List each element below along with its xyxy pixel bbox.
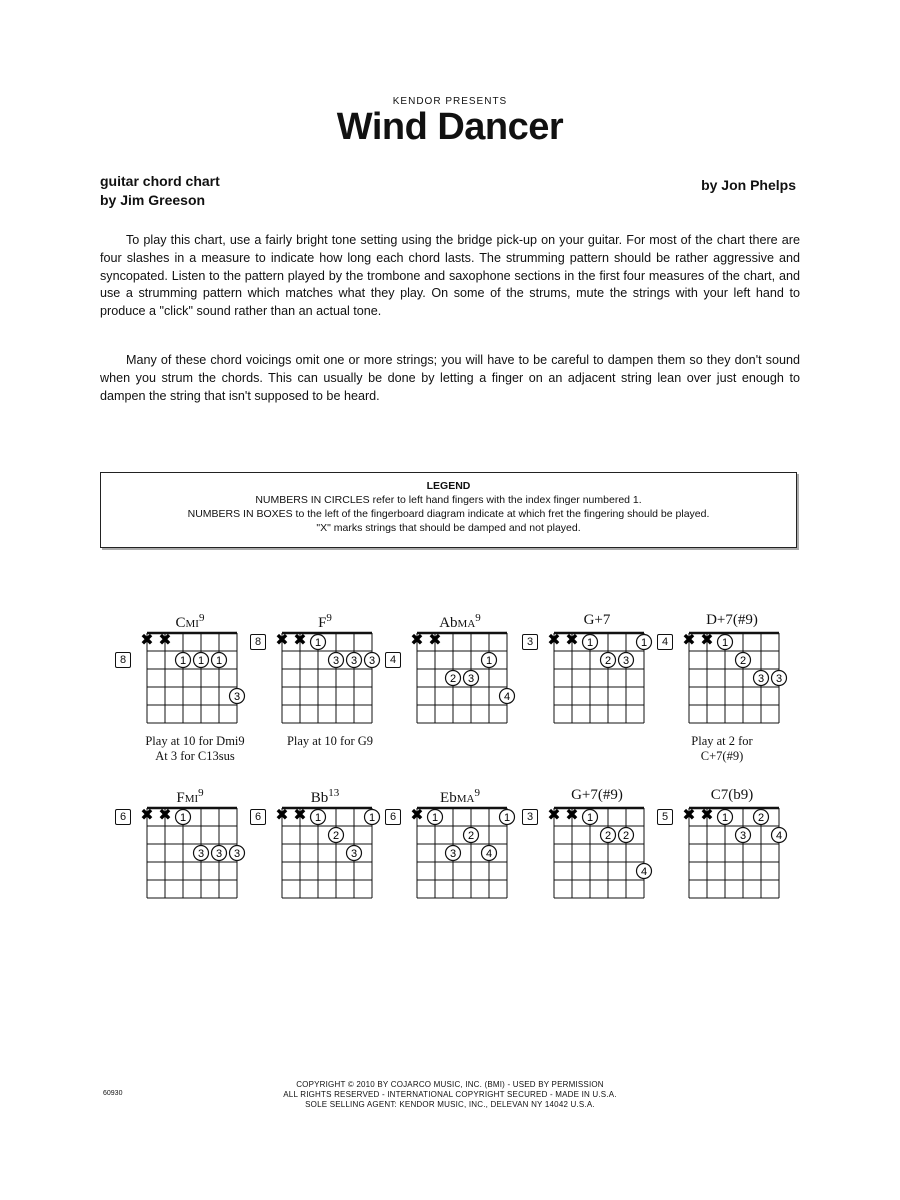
finger-number: 3 bbox=[739, 830, 747, 842]
legend-line-3: "X" marks strings that should be damped and not played. bbox=[316, 522, 581, 534]
finger-number: 4 bbox=[775, 830, 783, 842]
fret-number-box: 4 bbox=[385, 652, 401, 668]
finger-dot bbox=[637, 864, 652, 879]
finger-dot bbox=[329, 653, 344, 668]
finger-dot bbox=[230, 689, 245, 704]
chord-root: G+7 bbox=[583, 612, 611, 628]
legend-title: LEGEND bbox=[426, 480, 471, 492]
finger-dot bbox=[482, 653, 497, 668]
arranger-credit bbox=[100, 172, 220, 210]
chord-note-line: C+7(#9) bbox=[700, 749, 744, 763]
chord-root: F bbox=[176, 790, 185, 806]
finger-dot bbox=[464, 828, 479, 843]
chord-note bbox=[652, 734, 792, 764]
muted-string-x-icon: ✖ bbox=[158, 805, 172, 824]
muted-string-x-icon: ✖ bbox=[158, 630, 172, 649]
finger-dot bbox=[754, 810, 769, 825]
copyright-footer bbox=[0, 1080, 900, 1110]
finger-number: 3 bbox=[449, 848, 457, 860]
finger-number: 3 bbox=[332, 655, 340, 667]
finger-number: 1 bbox=[179, 812, 187, 824]
muted-string-x-icon: ✖ bbox=[410, 630, 424, 649]
fretboard-grid bbox=[682, 805, 787, 907]
finger-number: 2 bbox=[449, 673, 457, 685]
chord-name bbox=[552, 787, 642, 804]
finger-dot bbox=[194, 846, 209, 861]
finger-dot bbox=[772, 671, 787, 686]
chord-extension: 9 bbox=[198, 612, 205, 624]
finger-dot bbox=[601, 653, 616, 668]
fretboard-grid bbox=[547, 630, 652, 732]
chord-root: Ab bbox=[439, 615, 458, 631]
muted-string-x-icon: ✖ bbox=[275, 805, 289, 824]
finger-number: 1 bbox=[314, 812, 322, 824]
finger-dot bbox=[718, 810, 733, 825]
finger-number: 2 bbox=[757, 812, 765, 824]
muted-string-x-icon: ✖ bbox=[293, 805, 307, 824]
chord-quality: MA bbox=[457, 618, 476, 630]
finger-number: 1 bbox=[431, 812, 439, 824]
finger-number: 1 bbox=[503, 812, 511, 824]
finger-number: 1 bbox=[485, 655, 493, 667]
finger-dot bbox=[311, 810, 326, 825]
chord-note bbox=[260, 734, 400, 749]
muted-string-x-icon: ✖ bbox=[140, 805, 154, 824]
chord-extension: 9 bbox=[198, 787, 204, 799]
finger-dot bbox=[446, 846, 461, 861]
fretboard-grid bbox=[410, 630, 515, 732]
chord-extension: 9 bbox=[326, 612, 332, 624]
finger-number: 2 bbox=[604, 655, 612, 667]
chord-name bbox=[280, 787, 370, 807]
finger-dot bbox=[176, 653, 191, 668]
finger-number: 2 bbox=[739, 655, 747, 667]
legend-box bbox=[100, 472, 797, 548]
finger-number: 1 bbox=[640, 637, 648, 649]
fret-number-box: 8 bbox=[250, 634, 266, 650]
chord-quality: MA bbox=[456, 793, 475, 805]
footer-line-2: ALL RIGHTS RESERVED - INTERNATIONAL COPYRIGHT SECURED - MADE IN U.S.A. bbox=[283, 1090, 617, 1099]
legend-line-1: NUMBERS IN CIRCLES refer to left hand fingers with the index finger numbered 1. bbox=[255, 494, 642, 506]
muted-string-x-icon: ✖ bbox=[682, 630, 696, 649]
finger-dot bbox=[347, 653, 362, 668]
footer-line-1: COPYRIGHT © 2010 BY COJARCO MUSIC, INC. (BMI) - USED BY PERMISSION bbox=[296, 1080, 604, 1089]
finger-dot bbox=[754, 671, 769, 686]
finger-number: 3 bbox=[350, 655, 358, 667]
finger-dot bbox=[619, 653, 634, 668]
fret-number-box: 3 bbox=[522, 809, 538, 825]
finger-number: 1 bbox=[179, 655, 187, 667]
finger-number: 3 bbox=[197, 848, 205, 860]
page-title: Wind Dancer bbox=[336, 106, 564, 148]
chord-root: F bbox=[318, 615, 327, 631]
finger-number: 3 bbox=[215, 848, 223, 860]
fretboard-grid bbox=[140, 805, 245, 907]
muted-string-x-icon: ✖ bbox=[293, 630, 307, 649]
finger-dot bbox=[194, 653, 209, 668]
chord-root: C7(b9) bbox=[710, 787, 754, 803]
chord-extension: 13 bbox=[328, 787, 340, 799]
muted-string-x-icon: ✖ bbox=[140, 630, 154, 649]
fret-number-box: 6 bbox=[115, 809, 131, 825]
finger-dot bbox=[718, 635, 733, 650]
finger-dot bbox=[365, 810, 380, 825]
presents-line: KENDOR PRESENTS bbox=[392, 96, 508, 107]
finger-number: 3 bbox=[775, 673, 783, 685]
chord-extension: 9 bbox=[474, 787, 480, 799]
credit-line-2: by Jim Greeson bbox=[100, 192, 206, 208]
finger-number: 2 bbox=[467, 830, 475, 842]
chord-root: D+7(#9) bbox=[706, 612, 758, 628]
finger-number: 4 bbox=[503, 691, 511, 703]
finger-dot bbox=[619, 828, 634, 843]
finger-dot bbox=[772, 828, 787, 843]
chord-note-line: Play at 10 for Dmi9 bbox=[145, 734, 245, 748]
fret-number-box: 3 bbox=[522, 634, 538, 650]
finger-number: 1 bbox=[314, 637, 322, 649]
fretboard-grid bbox=[410, 805, 515, 907]
finger-dot bbox=[230, 846, 245, 861]
chord-name bbox=[145, 612, 235, 632]
finger-number: 2 bbox=[604, 830, 612, 842]
chord-name bbox=[552, 612, 642, 629]
chord-extension: 9 bbox=[475, 612, 481, 624]
fretboard-grid bbox=[547, 805, 652, 907]
fretboard-grid bbox=[140, 630, 245, 732]
finger-number: 4 bbox=[640, 866, 648, 878]
finger-dot bbox=[637, 635, 652, 650]
chord-quality: MI bbox=[184, 793, 199, 805]
finger-dot bbox=[428, 810, 443, 825]
finger-number: 2 bbox=[622, 830, 630, 842]
finger-number: 1 bbox=[215, 655, 223, 667]
legend-line-2: NUMBERS IN BOXES to the left of the fingerboard diagram indicate at which fret the fingering should be played. bbox=[187, 508, 710, 520]
finger-number: 3 bbox=[368, 655, 376, 667]
fret-number-box: 5 bbox=[657, 809, 673, 825]
finger-dot bbox=[464, 671, 479, 686]
fret-number-box: 4 bbox=[657, 634, 673, 650]
finger-dot bbox=[736, 653, 751, 668]
muted-string-x-icon: ✖ bbox=[565, 805, 579, 824]
intro-paragraph-1: To play this chart, use a fairly bright tone setting using the bridge pick-up on your guitar. For most of the chart there are four slashes in a measure to indicate how long each chord lasts. The strumming pattern should be rather aggressive and syncopated. Listen to the pattern played by the trombone and saxophone sections in the first four measures of the chart, and use a strumming pattern which matches what they play. On some of the strums, mute the strings with your left hand to produce a "click" sound rather than an actual tone. bbox=[100, 233, 800, 319]
chord-note bbox=[125, 734, 265, 764]
chord-quality: MI bbox=[185, 618, 199, 630]
finger-number: 2 bbox=[332, 830, 340, 842]
finger-dot bbox=[583, 810, 598, 825]
fret-number-box: 6 bbox=[250, 809, 266, 825]
finger-number: 1 bbox=[721, 637, 729, 649]
muted-string-x-icon: ✖ bbox=[565, 630, 579, 649]
finger-dot bbox=[500, 810, 515, 825]
credit-line-1: guitar chord chart bbox=[100, 173, 220, 189]
chord-name bbox=[687, 612, 777, 629]
finger-dot bbox=[446, 671, 461, 686]
finger-number: 1 bbox=[368, 812, 376, 824]
finger-dot bbox=[212, 846, 227, 861]
finger-number: 3 bbox=[622, 655, 630, 667]
finger-dot bbox=[482, 846, 497, 861]
intro-paragraph-2: Many of these chord voicings omit one or more strings; you will have to be careful to dampen them so they don't sound when you strum the chords. This can usually be done by letting a finger on an adjacent string lean over just enough to dampen the string that isn't supposed to be heard. bbox=[100, 353, 800, 403]
fretboard-grid bbox=[275, 805, 380, 907]
finger-number: 1 bbox=[197, 655, 205, 667]
muted-string-x-icon: ✖ bbox=[700, 630, 714, 649]
chord-root: C bbox=[175, 615, 186, 631]
finger-dot bbox=[347, 846, 362, 861]
finger-number: 3 bbox=[233, 691, 241, 703]
finger-number: 3 bbox=[233, 848, 241, 860]
finger-number: 1 bbox=[721, 812, 729, 824]
finger-number: 3 bbox=[350, 848, 358, 860]
chord-note-line: Play at 10 for G9 bbox=[286, 734, 374, 748]
finger-dot bbox=[212, 653, 227, 668]
muted-string-x-icon: ✖ bbox=[410, 805, 424, 824]
finger-number: 4 bbox=[485, 848, 493, 860]
fret-number-box: 6 bbox=[385, 809, 401, 825]
fretboard-grid bbox=[275, 630, 380, 732]
page-code: 60930 bbox=[103, 1090, 123, 1097]
chord-note-line: Play at 2 for bbox=[691, 734, 753, 748]
chord-name bbox=[687, 787, 777, 804]
chord-name bbox=[280, 612, 370, 632]
chord-name bbox=[145, 787, 235, 807]
finger-number: 3 bbox=[757, 673, 765, 685]
chord-name bbox=[415, 787, 505, 807]
muted-string-x-icon: ✖ bbox=[700, 805, 714, 824]
finger-number: 1 bbox=[586, 637, 594, 649]
finger-dot bbox=[365, 653, 380, 668]
chord-note-line: At 3 for C13sus bbox=[155, 749, 235, 763]
fret-number-box: 8 bbox=[115, 652, 131, 668]
fretboard-grid bbox=[682, 630, 787, 732]
footer-line-3: SOLE SELLING AGENT: KENDOR MUSIC, INC., DELEVAN NY 14042 U.S.A. bbox=[305, 1100, 595, 1109]
finger-dot bbox=[736, 828, 751, 843]
finger-dot bbox=[329, 828, 344, 843]
composer-credit: by Jon Phelps bbox=[701, 177, 796, 193]
chord-name bbox=[415, 612, 505, 632]
muted-string-x-icon: ✖ bbox=[547, 805, 561, 824]
finger-dot bbox=[601, 828, 616, 843]
finger-number: 1 bbox=[586, 812, 594, 824]
finger-number: 3 bbox=[467, 673, 475, 685]
finger-dot bbox=[500, 689, 515, 704]
chord-root: G+7(#9) bbox=[571, 787, 623, 803]
muted-string-x-icon: ✖ bbox=[275, 630, 289, 649]
finger-dot bbox=[311, 635, 326, 650]
finger-dot bbox=[176, 810, 191, 825]
finger-dot bbox=[583, 635, 598, 650]
muted-string-x-icon: ✖ bbox=[428, 630, 442, 649]
muted-string-x-icon: ✖ bbox=[547, 630, 561, 649]
chord-root: Eb bbox=[440, 790, 457, 806]
chord-root: Bb bbox=[310, 790, 329, 806]
muted-string-x-icon: ✖ bbox=[682, 805, 696, 824]
